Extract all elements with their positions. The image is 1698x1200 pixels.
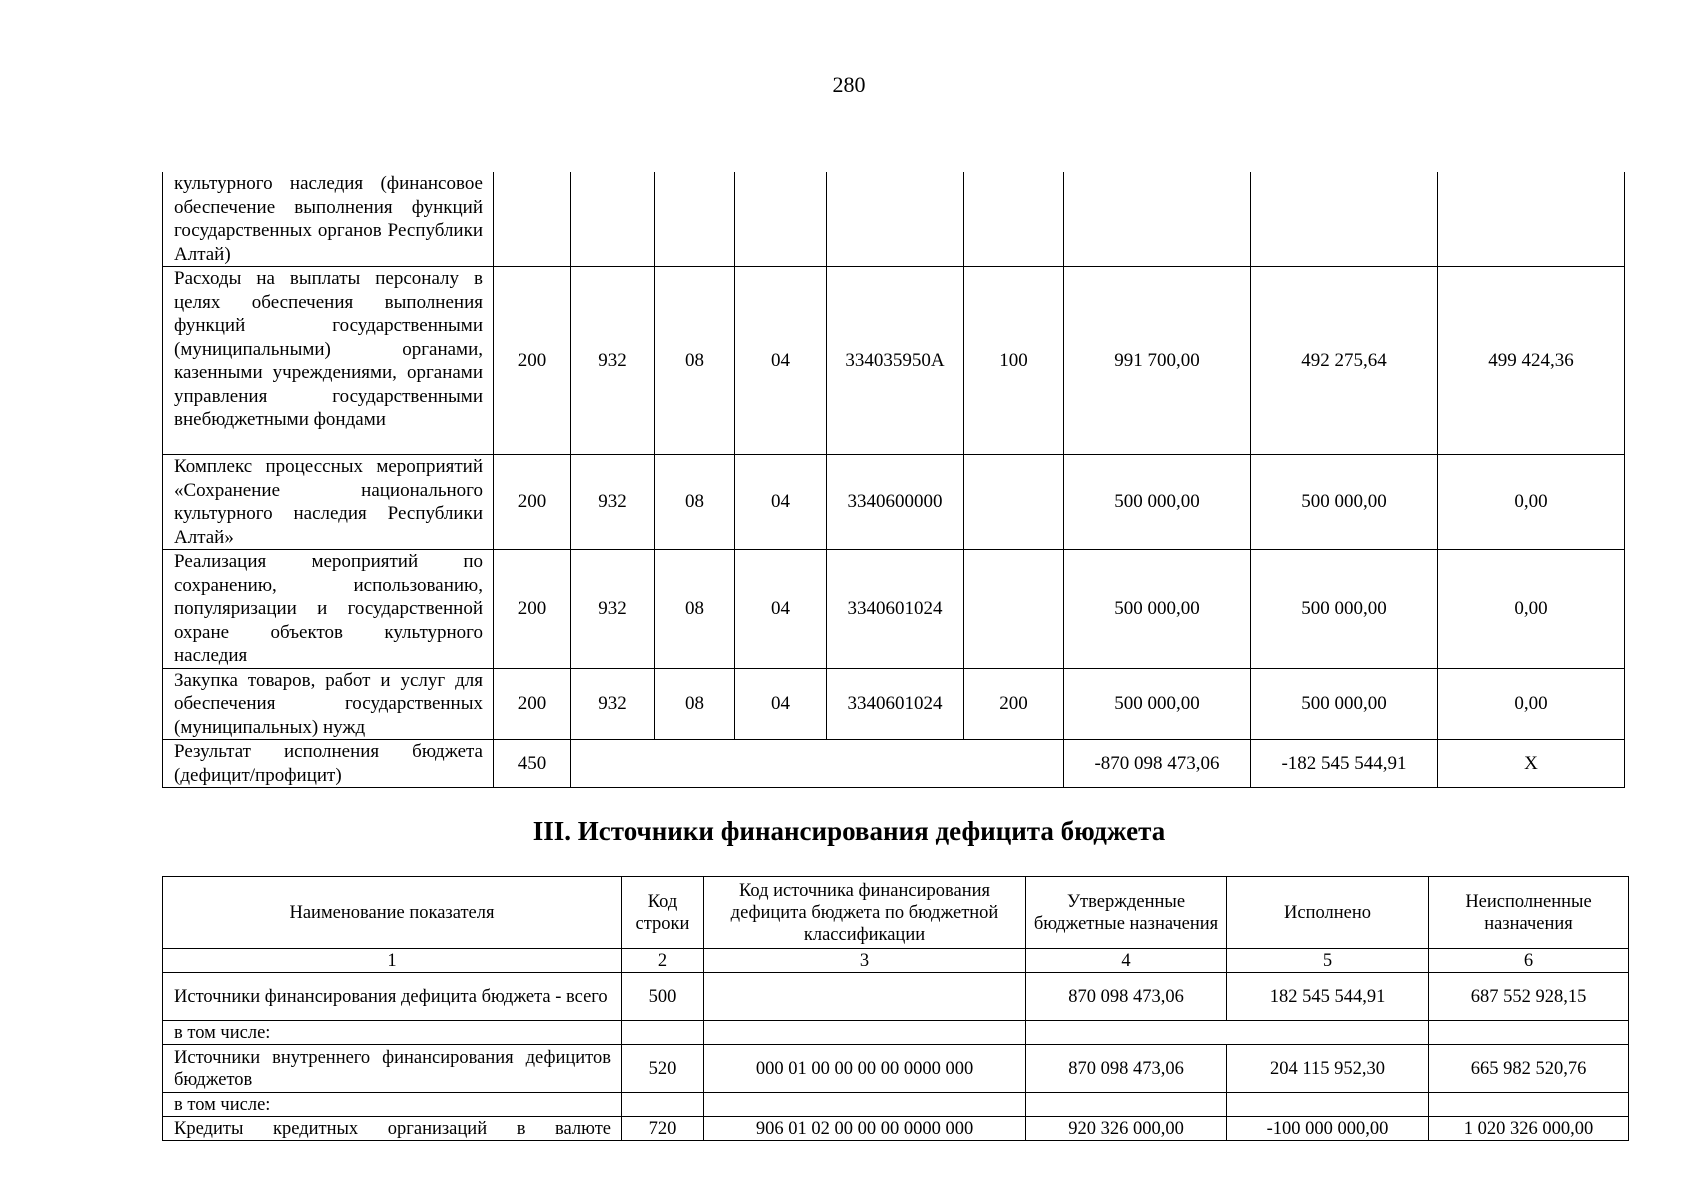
line-code-cell	[622, 1021, 704, 1045]
row-name: Комплекс процессных мероприятий «Сохранение национального культурного наследия Республики Алтай»	[163, 455, 494, 550]
unexecuted-cell: 0,00	[1438, 550, 1625, 669]
executed-cell: 500 000,00	[1251, 550, 1438, 669]
line-code-cell: 520	[622, 1045, 704, 1093]
subsection-code-cell: 04	[735, 267, 827, 455]
unexecuted-cell	[1429, 1093, 1629, 1117]
executed-cell: 500 000,00	[1251, 455, 1438, 550]
line-code-cell: 200	[494, 455, 571, 550]
source-code-cell	[704, 1021, 1026, 1045]
row-name: Расходы на выплаты персоналу в целях обеспечения выполнения функций государственными (муниципальными) органами, казенными учреждениями, органами управления государственными внебюджетными фондами	[163, 267, 494, 455]
table-row	[163, 172, 1625, 267]
executed-cell: 492 275,64	[1251, 267, 1438, 455]
subsection-code-cell: 04	[735, 455, 827, 550]
column-number: 6	[1429, 949, 1629, 973]
table-row	[163, 1045, 1629, 1093]
admin-code-cell: 932	[571, 267, 655, 455]
line-code-cell: 200	[494, 267, 571, 455]
header-row	[163, 877, 1629, 949]
target-code-cell: 334035950А	[827, 267, 964, 455]
unexecuted-cell: 499 424,36	[1438, 267, 1625, 455]
unexecuted-cell: 1 020 326 000,00	[1429, 1117, 1629, 1141]
sources-table	[162, 876, 1629, 1141]
expense-type-cell: 200	[964, 668, 1064, 740]
executed-cell: -100 000 000,00	[1227, 1117, 1429, 1141]
admin-code-cell	[571, 172, 655, 267]
executed-cell: 204 115 952,30	[1227, 1045, 1429, 1093]
subsection-code-cell: 04	[735, 550, 827, 669]
line-code-cell: 200	[494, 550, 571, 669]
admin-code-cell: 932	[571, 550, 655, 669]
approved-cell: 500 000,00	[1064, 550, 1251, 669]
page-number: 280	[832, 72, 866, 97]
section-title: III. Источники финансирования дефицита бюджета	[532, 816, 1166, 846]
target-code-cell: 3340600000	[827, 455, 964, 550]
section-code-cell: 08	[655, 668, 735, 740]
subsection-code-cell: 04	[735, 668, 827, 740]
row-name: Источники внутреннего финансирования дефицитов бюджетов	[163, 1045, 622, 1093]
unexecuted-cell: 0,00	[1438, 455, 1625, 550]
result-row-name: Результат исполнения бюджета (дефицит/профицит)	[163, 740, 494, 788]
section-code-cell: 08	[655, 455, 735, 550]
source-code-cell	[704, 1093, 1026, 1117]
result-line-code-cell: 450	[494, 740, 571, 788]
admin-code-cell: 932	[571, 668, 655, 740]
header-source-code: Код источника финансирования дефицита бюджета по бюджетной классификации	[704, 877, 1026, 949]
target-code-cell: 3340601024	[827, 550, 964, 669]
approved-cell: 500 000,00	[1064, 668, 1251, 740]
table-row	[163, 1093, 1629, 1117]
header-unexecuted: Неисполненные назначения	[1429, 877, 1629, 949]
approved-cell: 870 098 473,06	[1026, 1045, 1227, 1093]
unexecuted-cell	[1438, 172, 1625, 267]
column-number: 4	[1026, 949, 1227, 973]
unexecuted-cell	[1429, 1021, 1629, 1045]
source-code-cell: 906 01 02 00 00 00 0000 000	[704, 1117, 1026, 1141]
target-code-cell: 3340601024	[827, 668, 964, 740]
row-name: Реализация мероприятий по сохранению, использованию, популяризации и государственной охране объектов культурного наследия	[163, 550, 494, 669]
line-code-cell: 200	[494, 668, 571, 740]
column-number-row	[163, 949, 1629, 973]
section-code-cell	[655, 172, 735, 267]
row-name: Источники финансирования дефицита бюджета - всего	[163, 973, 622, 1021]
row-name: Кредиты кредитных организаций в валюте	[163, 1117, 622, 1141]
line-code-cell	[622, 1093, 704, 1117]
source-code-cell	[704, 973, 1026, 1021]
result-executed-cell: -182 545 544,91	[1251, 740, 1438, 788]
executed-cell	[1227, 1093, 1429, 1117]
section-code-cell: 08	[655, 267, 735, 455]
approved-cell	[1064, 172, 1251, 267]
column-number: 1	[163, 949, 622, 973]
table-row	[163, 1117, 1629, 1141]
line-code-cell: 720	[622, 1117, 704, 1141]
result-row	[163, 740, 1625, 788]
header-executed: Исполнено	[1227, 877, 1429, 949]
approved-cell: 500 000,00	[1064, 455, 1251, 550]
expense-type-cell: 100	[964, 267, 1064, 455]
header-approved: Утвержденные бюджетные назначения	[1026, 877, 1227, 949]
column-number: 3	[704, 949, 1026, 973]
subsection-code-cell	[735, 172, 827, 267]
result-approved-cell: -870 098 473,06	[1064, 740, 1251, 788]
executed-cell: 182 545 544,91	[1227, 973, 1429, 1021]
table-row	[163, 973, 1629, 1021]
line-code-cell: 500	[622, 973, 704, 1021]
expense-type-cell	[964, 172, 1064, 267]
column-number: 5	[1227, 949, 1429, 973]
line-code-cell	[494, 172, 571, 267]
row-name: культурного наследия (финансовое обеспечение выполнения функций государственных органов Республики Алтай)	[163, 172, 494, 267]
approved-cell: 870 098 473,06	[1026, 973, 1227, 1021]
approved-cell	[1026, 1093, 1227, 1117]
merged-empty-cell	[571, 740, 1064, 788]
result-unexecuted-cell: Х	[1438, 740, 1625, 788]
unexecuted-cell: 0,00	[1438, 668, 1625, 740]
executed-cell	[1251, 172, 1438, 267]
source-code-cell: 000 01 00 00 00 00 0000 000	[704, 1045, 1026, 1093]
expense-type-cell	[964, 550, 1064, 669]
table-row	[163, 267, 1625, 455]
merged-empty-cell	[1026, 1021, 1429, 1045]
header-line-code: Код строки	[622, 877, 704, 949]
table-row	[163, 455, 1625, 550]
approved-cell: 991 700,00	[1064, 267, 1251, 455]
row-name: в том числе:	[163, 1093, 622, 1117]
section-code-cell: 08	[655, 550, 735, 669]
table-row	[163, 550, 1625, 669]
column-number: 2	[622, 949, 704, 973]
executed-cell: 500 000,00	[1251, 668, 1438, 740]
table-row	[163, 1021, 1629, 1045]
row-name: Закупка товаров, работ и услуг для обеспечения государственных (муниципальных) нужд	[163, 668, 494, 740]
expense-type-cell	[964, 455, 1064, 550]
target-code-cell	[827, 172, 964, 267]
admin-code-cell: 932	[571, 455, 655, 550]
unexecuted-cell: 687 552 928,15	[1429, 973, 1629, 1021]
unexecuted-cell: 665 982 520,76	[1429, 1045, 1629, 1093]
expense-table	[162, 172, 1625, 788]
table-row	[163, 668, 1625, 740]
row-name: в том числе:	[163, 1021, 622, 1045]
approved-cell: 920 326 000,00	[1026, 1117, 1227, 1141]
header-name: Наименование показателя	[163, 877, 622, 949]
